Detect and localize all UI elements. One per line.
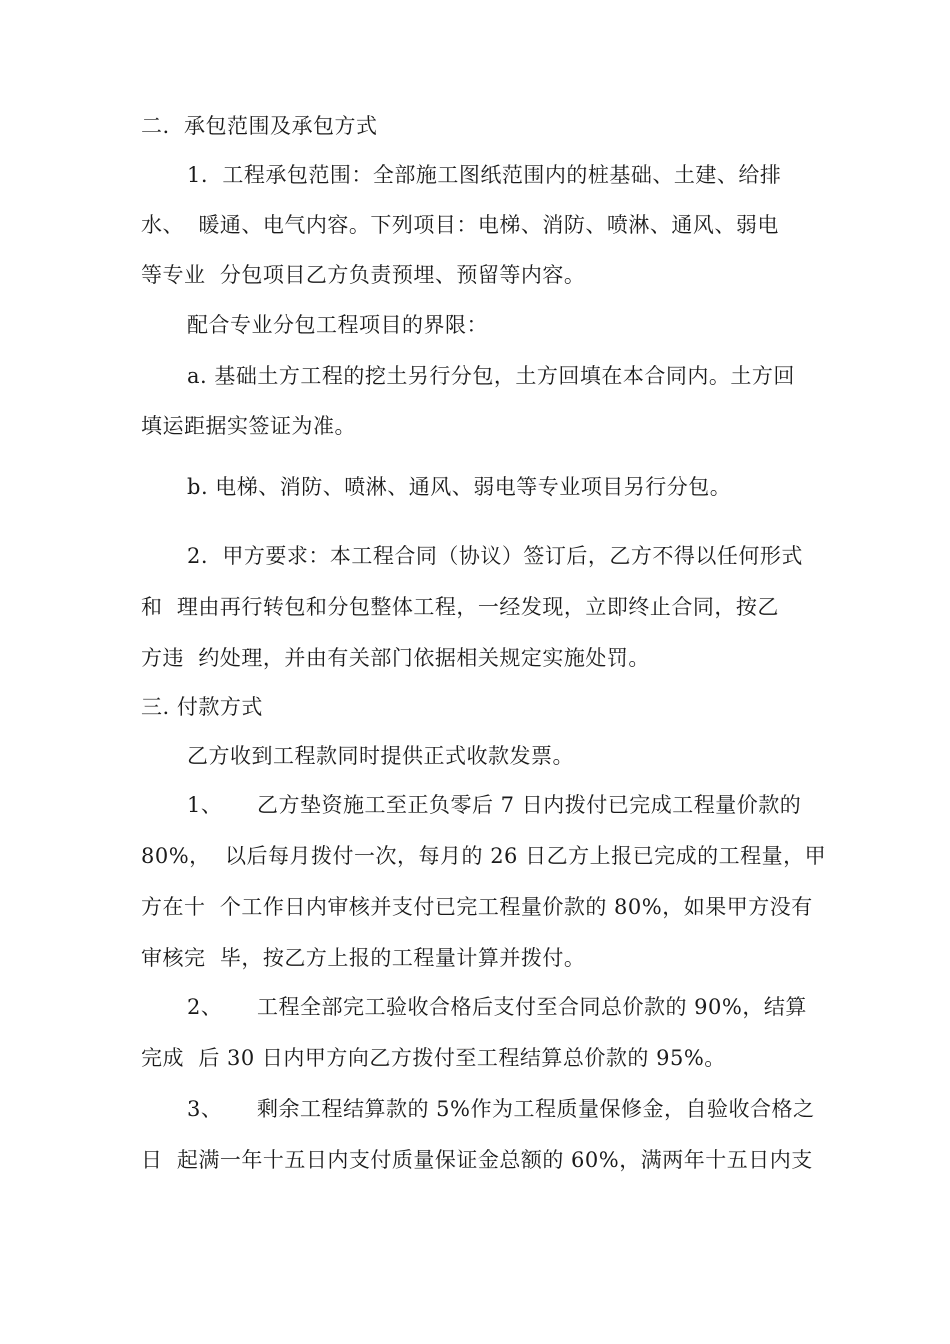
payment-item-2-text: 工程全部完工验收合格后支付至合同总价款的 90%，结算	[257, 995, 807, 1019]
payment-item-1-number: 1、	[187, 793, 223, 817]
payment-item-3-number: 3、	[187, 1097, 223, 1121]
item-2-line-1: 2. 甲方要求：本工程合同（协议）签订后，乙方不得以任何形式	[187, 544, 803, 568]
item-b: b. 电梯、消防、喷淋、通风、弱电等专业项目另行分包。	[187, 475, 732, 499]
section-3-heading: 三. 付款方式	[141, 695, 263, 719]
payment-item-1-line-1	[187, 790, 801, 820]
payment-item-1-line-3: 方在十 个工作日内审核并支付已完工程量价款的 80%，如果甲方没有	[141, 895, 813, 919]
section-2-heading: 二. 承包范围及承包方式	[141, 114, 378, 138]
scope-intro: 配合专业分包工程项目的界限：	[187, 313, 488, 337]
item-a-line-1: a. 基础土方工程的挖土另行分包，土方回填在本合同内。土方回	[187, 364, 795, 388]
payment-item-3-line-2: 日 起满一年十五日内支付质量保证金总额的 60%，满两年十五日内支	[141, 1148, 813, 1172]
item-a-line-2: 填运距据实签证为准。	[141, 414, 356, 438]
payment-item-1-line-4: 审核完 毕，按乙方上报的工程量计算并拨付。	[141, 946, 586, 970]
payment-intro: 乙方收到工程款同时提供正式收款发票。	[187, 744, 574, 768]
item-2-line-3: 方违 约处理，并由有关部门依据相关规定实施处罚。	[141, 646, 650, 670]
payment-item-1-text: 乙方垫资施工至正负零后 7 日内拨付已完成工程量价款的	[257, 793, 802, 817]
payment-item-3-text: 剩余工程结算款的 5%作为工程质量保修金，自验收合格之	[257, 1097, 815, 1121]
item-2-line-2: 和 理由再行转包和分包整体工程，一经发现，立即终止合同，按乙	[141, 595, 779, 619]
payment-item-3-line-1	[187, 1094, 815, 1124]
payment-item-2-line-1	[187, 992, 807, 1022]
item-1-line-2: 水、 暖通、电气内容。下列项目：电梯、消防、喷淋、通风、弱电	[141, 213, 779, 237]
payment-item-2-line-2: 完成 后 30 日内甲方向乙方拨付至工程结算总价款的 95%。	[141, 1046, 726, 1070]
payment-item-1-line-2: 80%， 以后每月拨付一次，每月的 26 日乙方上报已完成的工程量，甲	[141, 844, 827, 868]
item-1-line-1: 1. 工程承包范围：全部施工图纸范围内的桩基础、土建、给排	[187, 163, 782, 187]
item-1-line-3: 等专业 分包项目乙方负责预埋、预留等内容。	[141, 263, 586, 287]
payment-item-2-number: 2、	[187, 995, 223, 1019]
